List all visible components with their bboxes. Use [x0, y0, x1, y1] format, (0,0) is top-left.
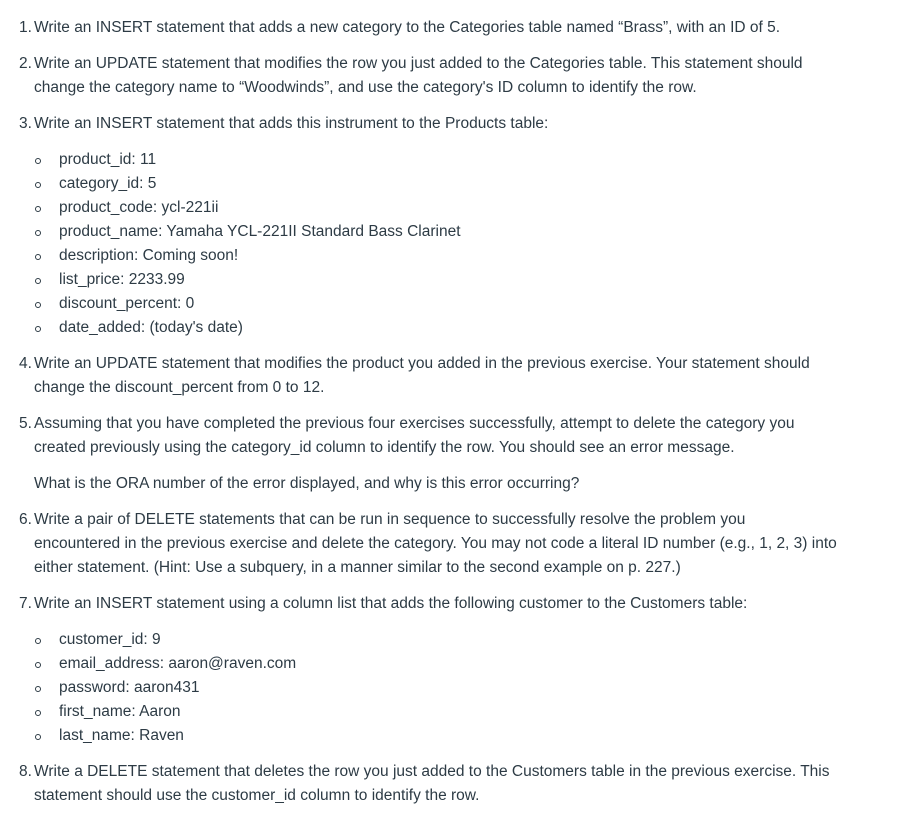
list-item: last_name: Raven — [34, 724, 296, 748]
exercise-number: 6. — [19, 511, 32, 528]
list-item: product_id: 11 — [34, 148, 461, 172]
list-item: first_name: Aaron — [34, 700, 296, 724]
exercise-5 — [19, 412, 870, 460]
exercise-8 — [19, 760, 870, 808]
list-item: email_address: aaron@raven.com — [34, 652, 296, 676]
list-item: customer_id: 9 — [34, 628, 296, 652]
exercise-text: Write an UPDATE statement that modifies the product you added in the previous exercise. Your statement should — [34, 355, 810, 372]
exercise-text: Assuming that you have completed the previous four exercises successfully, attempt to delete the category you — [34, 415, 795, 432]
exercise-number: 3. — [19, 115, 32, 132]
exercise-text: change the category name to “Woodwinds”, and use the category's ID column to identify the row. — [34, 79, 697, 96]
exercise-5-question: What is the ORA number of the error displayed, and why is this error occurring? — [34, 475, 580, 492]
list-item: password: aaron431 — [34, 676, 296, 700]
exercise-text: Write a pair of DELETE statements that can be run in sequence to successfully resolve the problem you — [34, 511, 746, 528]
list-item: description: Coming soon! — [34, 244, 461, 268]
exercise-text: Write an INSERT statement that adds this instrument to the Products table: — [34, 115, 549, 132]
exercise-text: Write a DELETE statement that deletes the row you just added to the Customers table in the previous exercise. This — [34, 763, 830, 780]
exercise-number: 7. — [19, 595, 32, 612]
exercise-number: 2. — [19, 55, 32, 72]
list-item: discount_percent: 0 — [34, 292, 461, 316]
exercise-text: either statement. (Hint: Use a subquery, in a manner similar to the second example on p. 227.) — [34, 559, 681, 576]
exercise-7 — [19, 592, 870, 616]
list-item: date_added: (today's date) — [34, 316, 461, 340]
product-field-list — [34, 148, 461, 340]
list-item: product_code: ycl-221ii — [34, 196, 461, 220]
exercise-text: encountered in the previous exercise and delete the category. You may not code a literal ID number (e.g., 1, 2, 3) into — [34, 535, 837, 552]
list-item: product_name: Yamaha YCL-221II Standard Bass Clarinet — [34, 220, 461, 244]
exercise-number: 1. — [19, 19, 32, 36]
exercise-number: 5. — [19, 415, 32, 432]
exercise-1 — [19, 16, 870, 40]
exercise-3 — [19, 112, 870, 136]
exercise-text: statement should use the customer_id column to identify the row. — [34, 787, 480, 804]
exercise-2 — [19, 52, 870, 100]
exercise-number: 8. — [19, 763, 32, 780]
exercise-text: Write an INSERT statement using a column list that adds the following customer to the Customers table: — [34, 595, 748, 612]
exercise-text: change the discount_percent from 0 to 12. — [34, 379, 325, 396]
exercise-text: Write an UPDATE statement that modifies the row you just added to the Categories table. This statement should — [34, 55, 803, 72]
exercise-text: created previously using the category_id column to identify the row. You should see an error message. — [34, 439, 735, 456]
list-item: category_id: 5 — [34, 172, 461, 196]
exercise-4 — [19, 352, 870, 400]
exercise-6 — [19, 508, 870, 580]
customer-field-list — [34, 628, 296, 748]
list-item: list_price: 2233.99 — [34, 268, 461, 292]
exercise-text: Write an INSERT statement that adds a new category to the Categories table named “Brass”, with an ID of 5. — [34, 19, 781, 36]
exercise-number: 4. — [19, 355, 32, 372]
